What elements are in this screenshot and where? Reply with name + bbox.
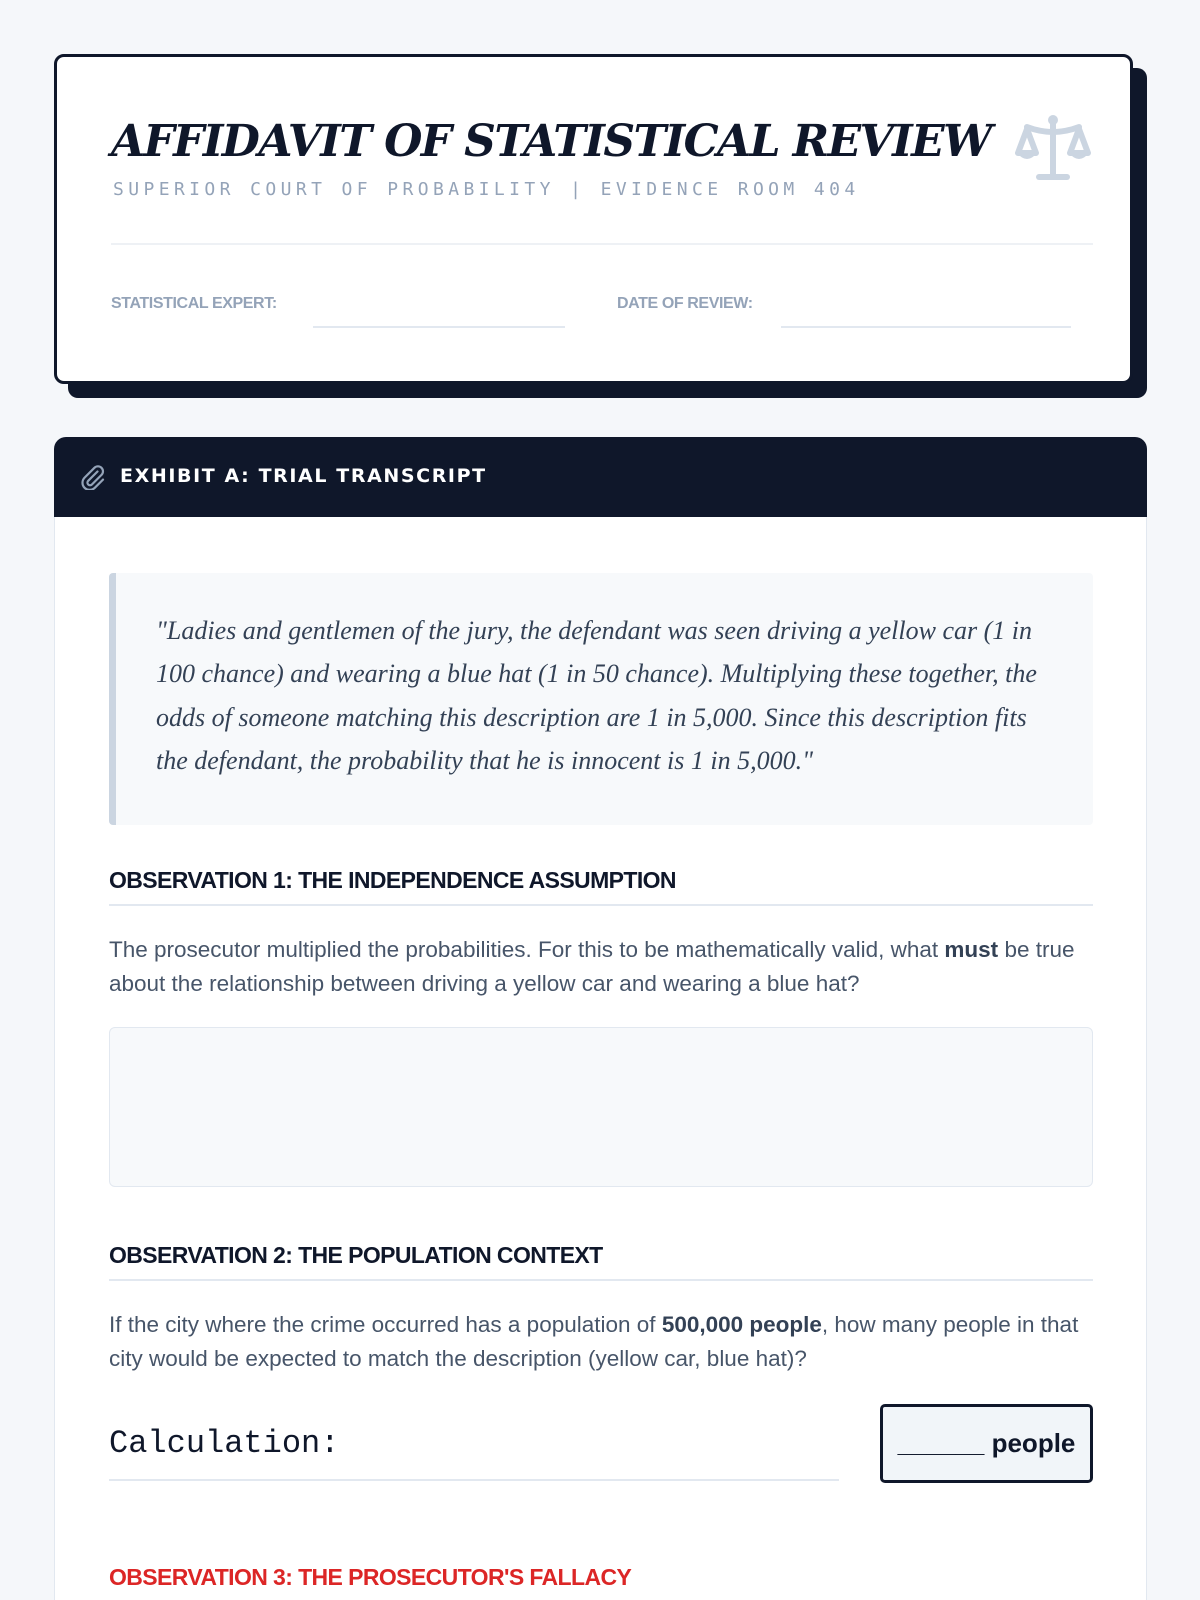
- paperclip-icon: [80, 464, 106, 490]
- exhibit-body: [54, 517, 1147, 1600]
- people-answer-blank: ______: [897, 1428, 985, 1458]
- observation-1-question-end: be true about the relationship between driving a yellow car and wearing a blue hat?: [109, 937, 1075, 996]
- exhibit-header: [54, 437, 1147, 517]
- people-answer-unit: people: [991, 1428, 1076, 1458]
- observation-1-question: [109, 933, 1093, 1001]
- observation-1-heading: OBSERVATION 1: THE INDEPENDENCE ASSUMPTION: [109, 867, 676, 893]
- observation-2-question: [109, 1308, 1093, 1376]
- calculation-label: Calculation:: [109, 1425, 340, 1462]
- date-of-review-label: DATE OF REVIEW:: [617, 295, 753, 312]
- observation-2-divider: [109, 1279, 1093, 1281]
- calculation-field[interactable]: [109, 1479, 839, 1481]
- document-subtitle: SUPERIOR COURT OF PROBABILITY | EVIDENCE ROOM 404: [113, 179, 860, 200]
- statistical-expert-label: STATISTICAL EXPERT:: [111, 295, 277, 312]
- document-title: AFFIDAVIT OF STATISTICAL REVIEW: [111, 116, 991, 167]
- scales-icon: [1015, 113, 1091, 187]
- trial-transcript-quote: "Ladies and gentlemen of the jury, the defendant was seen driving a yellow car (1 in 100 chance) and wearing a blue hat (1 in 50 chance). Multiplying these together, the odds of someone matching this description are 1 in 5,000. Since this description fits the defendant, the probability that he is innocent is 1 in 5,000.": [109, 573, 1093, 825]
- observation-3-heading: OBSERVATION 3: THE PROSECUTOR'S FALLACY: [109, 1564, 632, 1590]
- exhibit-title: EXHIBIT A: TRIAL TRANSCRIPT: [120, 465, 487, 487]
- statistical-expert-field[interactable]: [313, 326, 565, 328]
- observation-2-question-end: , how many people in that city would be expected to match the description (yellow car, blue hat)?: [109, 1312, 1079, 1371]
- affidavit-header: [54, 54, 1147, 398]
- header-divider: [111, 243, 1093, 245]
- observation-1-emphasis: must: [944, 937, 999, 962]
- observation-2-question-start: If the city where the crime occurred has a population of: [109, 1312, 656, 1337]
- observation-2-emphasis: 500,000 people: [661, 1312, 822, 1337]
- people-answer-box[interactable]: [880, 1404, 1093, 1483]
- date-of-review-field[interactable]: [781, 326, 1071, 328]
- observation-1-answer-box[interactable]: [109, 1027, 1093, 1187]
- observation-2-heading: OBSERVATION 2: THE POPULATION CONTEXT: [109, 1242, 603, 1268]
- header-card: [54, 54, 1133, 384]
- observation-1-divider: [109, 904, 1093, 906]
- observation-1-question-start: The prosecutor multiplied the probabilities. For this to be mathematically valid, what: [109, 937, 939, 962]
